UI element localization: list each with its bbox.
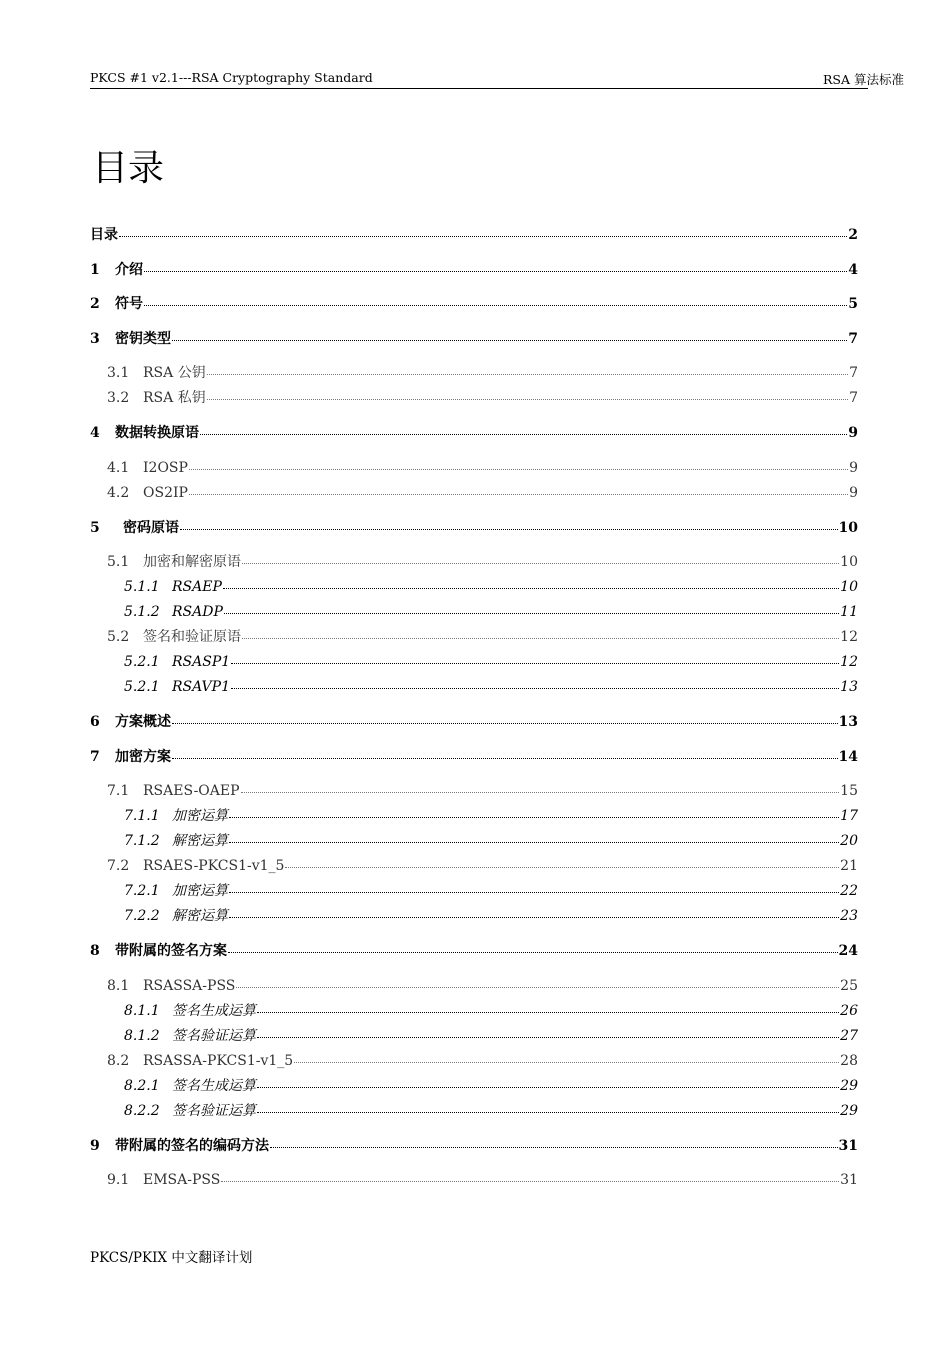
- toc-dot-leader: [229, 831, 839, 845]
- toc-entry-page: 9: [848, 425, 858, 441]
- toc-entry-title: RSA 公钥: [143, 365, 206, 381]
- toc-entry-number: 8.1: [107, 977, 130, 994]
- toc-entry[interactable]: [90, 746, 858, 781]
- toc-entry-title: 解密运算: [172, 908, 228, 924]
- toc-entry-page: 21: [840, 858, 858, 874]
- toc-entry-title: 签名生成运算: [172, 1002, 256, 1019]
- toc-entry-page: 27: [840, 1027, 858, 1044]
- toc-spacer: [90, 412, 858, 422]
- toc-entry-page: 15: [840, 783, 858, 799]
- toc-entry[interactable]: [90, 780, 858, 805]
- toc-entry-number: 4.2: [107, 484, 130, 501]
- toc-entry-page: 11: [840, 604, 858, 620]
- toc-entry-title: I2OSP: [143, 459, 188, 476]
- toc-entry[interactable]: [90, 711, 858, 746]
- toc-entry-title: 加密方案: [115, 748, 171, 765]
- toc-entry-page: 31: [840, 1172, 858, 1188]
- toc-entry-number: 1: [90, 261, 100, 278]
- toc-entry-title: 方案概述: [115, 714, 171, 730]
- toc-entry-number: 5.1.1: [124, 579, 160, 595]
- toc-spacer: [90, 507, 858, 517]
- toc-entry-title: 加密运算: [172, 808, 228, 824]
- page-header: [90, 66, 904, 89]
- toc-entry-number: 5.2.1: [124, 679, 160, 695]
- toc-dot-leader: [221, 1170, 839, 1184]
- toc-entry-page: 2: [848, 227, 858, 243]
- toc-dot-leader: [144, 260, 847, 274]
- toc-entry-number: 3.2: [107, 390, 130, 406]
- toc-entry-title: 数据转换原语: [115, 425, 199, 441]
- toc-entry-title: 加密运算: [172, 883, 228, 899]
- toc-entry-title: RSADP: [172, 604, 223, 620]
- toc-entry-number: 5.2: [107, 629, 130, 645]
- toc-entry-page: 10: [840, 579, 858, 595]
- toc-entry-number: 6: [90, 714, 100, 730]
- toc-entry-page: 25: [840, 977, 858, 994]
- toc-entry-page: 13: [838, 714, 858, 730]
- toc-entry-title: 符号: [115, 296, 143, 312]
- toc-dot-leader: [229, 806, 839, 820]
- toc-entry-number: 8.1.2: [124, 1027, 160, 1044]
- toc-entry[interactable]: [90, 601, 858, 626]
- toc-entry-page: 9: [849, 484, 858, 501]
- toc-entry-title: 签名和验证原语: [143, 629, 241, 645]
- toc-entry-title: OS2IP: [143, 484, 188, 501]
- toc-dot-leader: [229, 906, 839, 920]
- toc-entry-page: 28: [840, 1052, 858, 1069]
- toc-entry-title: RSAES-PKCS1-v1_5: [143, 858, 285, 874]
- toc-entry-title: 签名生成运算: [172, 1077, 256, 1094]
- toc-dot-leader: [257, 1076, 839, 1090]
- toc-entry-title: 带附属的签名方案: [115, 943, 227, 959]
- toc-entry[interactable]: [90, 676, 858, 701]
- toc-dot-leader: [189, 458, 848, 472]
- toc-entry-title: 带附属的签名的编码方法: [115, 1137, 269, 1154]
- toc-entry-number: 5.1: [107, 554, 130, 570]
- toc-entry-title: RSAEP: [172, 579, 222, 595]
- toc-entry[interactable]: [90, 328, 858, 363]
- toc-entry-page: 26: [840, 1002, 858, 1019]
- toc-entry[interactable]: [90, 517, 858, 552]
- toc-entry-page: 20: [840, 833, 858, 849]
- toc-dot-leader: [294, 1051, 839, 1065]
- table-of-contents: [90, 224, 858, 1194]
- page-title: 目录: [92, 148, 165, 189]
- toc-spacer: [90, 701, 858, 711]
- toc-dot-leader: [172, 329, 847, 343]
- toc-entry-number: 7.2.1: [124, 883, 160, 899]
- toc-entry-number: 8: [90, 943, 100, 959]
- toc-entry-number: 5: [90, 519, 100, 536]
- toc-dot-leader: [257, 1101, 839, 1115]
- toc-dot-leader: [207, 388, 848, 402]
- toc-entry-number: 8.2.2: [124, 1102, 160, 1119]
- toc-entry-number: 5.1.2: [124, 604, 160, 620]
- toc-entry[interactable]: [90, 1135, 858, 1170]
- toc-entry-number: 7.2.2: [124, 908, 160, 924]
- page-footer: PKCS/PKIX 中文翻译计划: [90, 1250, 253, 1266]
- toc-entry-number: 4.1: [107, 459, 130, 476]
- toc-entry[interactable]: [90, 576, 858, 601]
- toc-entry-page: 29: [840, 1077, 858, 1094]
- toc-entry[interactable]: [90, 224, 858, 259]
- toc-entry-number: 3.1: [107, 365, 130, 381]
- toc-entry[interactable]: [90, 905, 858, 930]
- toc-entry-page: 10: [838, 519, 858, 536]
- toc-dot-leader: [257, 1001, 839, 1015]
- toc-dot-leader: [200, 423, 847, 437]
- toc-dot-leader: [224, 602, 839, 616]
- toc-entry-title: 签名验证运算: [172, 1027, 256, 1044]
- toc-entry-page: 31: [838, 1137, 858, 1154]
- toc-entry[interactable]: [90, 805, 858, 830]
- toc-entry-page: 17: [840, 808, 858, 824]
- toc-entry-number: 7: [90, 748, 100, 765]
- toc-entry-page: 23: [840, 908, 858, 924]
- toc-entry-page: 7: [848, 330, 858, 347]
- toc-entry[interactable]: [90, 855, 858, 880]
- toc-entry-page: 24: [838, 943, 858, 959]
- toc-entry[interactable]: [90, 457, 858, 482]
- toc-entry-number: 9.1: [107, 1172, 130, 1188]
- toc-entry[interactable]: [90, 1025, 858, 1050]
- toc-entry-number: 8.2.1: [124, 1077, 160, 1094]
- toc-entry[interactable]: [90, 626, 858, 651]
- toc-entry-title: 密码原语: [123, 519, 179, 536]
- toc-entry-number: 7.1.2: [124, 833, 160, 849]
- toc-entry-title: RSASSA-PSS: [143, 977, 236, 994]
- toc-dot-leader: [119, 225, 847, 239]
- toc-entry[interactable]: [90, 1000, 858, 1025]
- toc-entry-page: 22: [840, 883, 858, 899]
- toc-entry-page: 5: [848, 296, 858, 312]
- toc-dot-leader: [189, 483, 848, 497]
- toc-entry[interactable]: [90, 293, 858, 328]
- toc-entry-page: 9: [849, 459, 858, 476]
- toc-entry-page: 29: [840, 1102, 858, 1119]
- toc-entry-number: 8.2: [107, 1052, 130, 1069]
- toc-entry-page: 13: [840, 679, 858, 695]
- toc-dot-leader: [207, 363, 848, 377]
- toc-entry[interactable]: [90, 880, 858, 905]
- toc-dot-leader: [172, 712, 838, 726]
- toc-dot-leader: [223, 577, 839, 591]
- toc-entry[interactable]: [90, 1075, 858, 1100]
- toc-entry[interactable]: [90, 362, 858, 387]
- toc-entry[interactable]: [90, 651, 858, 676]
- toc-entry-title: EMSA-PSS: [143, 1172, 221, 1188]
- toc-entry[interactable]: [90, 387, 858, 412]
- toc-dot-leader: [242, 627, 839, 641]
- toc-entry-title: RSASP1: [172, 654, 231, 670]
- toc-entry-title: RSAVP1: [172, 679, 230, 695]
- toc-entry-page: 12: [840, 629, 858, 645]
- toc-entry[interactable]: [90, 975, 858, 1000]
- toc-entry-page: 12: [840, 654, 858, 670]
- toc-spacer: [90, 930, 858, 940]
- toc-entry[interactable]: [90, 940, 858, 975]
- toc-entry[interactable]: [90, 551, 858, 576]
- toc-dot-leader: [172, 747, 838, 761]
- toc-entry-number: 3: [90, 330, 100, 347]
- toc-entry-title: 签名验证运算: [172, 1102, 256, 1119]
- toc-entry-number: 7.2: [107, 858, 130, 874]
- toc-entry-page: 7: [849, 365, 858, 381]
- toc-dot-leader: [242, 552, 839, 566]
- toc-entry[interactable]: [90, 1050, 858, 1075]
- toc-entry-title: RSAES-OAEP: [143, 783, 240, 799]
- toc-entry-page: 4: [848, 261, 858, 278]
- header-document-title: PKCS #1 v2.1---RSA Cryptography Standard: [90, 70, 373, 85]
- toc-dot-leader: [229, 881, 839, 895]
- toc-entry[interactable]: [90, 830, 858, 855]
- toc-dot-leader: [180, 518, 838, 532]
- toc-entry-page: 14: [838, 748, 858, 765]
- toc-spacer: [90, 1125, 858, 1135]
- toc-entry-page: 7: [849, 390, 858, 406]
- toc-dot-leader: [236, 976, 839, 990]
- header-section-title: RSA 算法标准: [823, 72, 904, 87]
- toc-entry-page: 10: [840, 554, 858, 570]
- toc-entry-title: RSASSA-PKCS1-v1_5: [143, 1052, 294, 1069]
- toc-dot-leader: [231, 652, 839, 666]
- toc-entry[interactable]: [90, 482, 858, 507]
- toc-entry[interactable]: [90, 1100, 858, 1125]
- toc-entry-number: 7.1: [107, 783, 130, 799]
- toc-entry-number: 9: [90, 1137, 100, 1154]
- toc-dot-leader: [231, 677, 839, 691]
- toc-dot-leader: [270, 1136, 838, 1150]
- toc-entry-number: 4: [90, 425, 100, 441]
- toc-entry-number: 8.1.1: [124, 1002, 160, 1019]
- toc-entry-number: 2: [90, 296, 100, 312]
- toc-entry-title: 介绍: [115, 261, 143, 278]
- toc-dot-leader: [241, 781, 840, 795]
- toc-entry-title: 解密运算: [172, 833, 228, 849]
- toc-entry-title: 目录: [90, 227, 118, 243]
- toc-dot-leader: [228, 941, 838, 955]
- toc-entry-title: 密钥类型: [115, 330, 171, 347]
- toc-entry[interactable]: [90, 259, 858, 294]
- toc-dot-leader: [257, 1026, 839, 1040]
- toc-entry[interactable]: [90, 422, 858, 457]
- toc-entry-title: RSA 私钥: [143, 390, 206, 406]
- toc-entry-title: 加密和解密原语: [143, 554, 241, 570]
- toc-entry[interactable]: [90, 1169, 858, 1194]
- toc-dot-leader: [285, 856, 839, 870]
- toc-entry-number: 5.2.1: [124, 654, 160, 670]
- toc-entry-number: 7.1.1: [124, 808, 160, 824]
- toc-dot-leader: [144, 294, 847, 308]
